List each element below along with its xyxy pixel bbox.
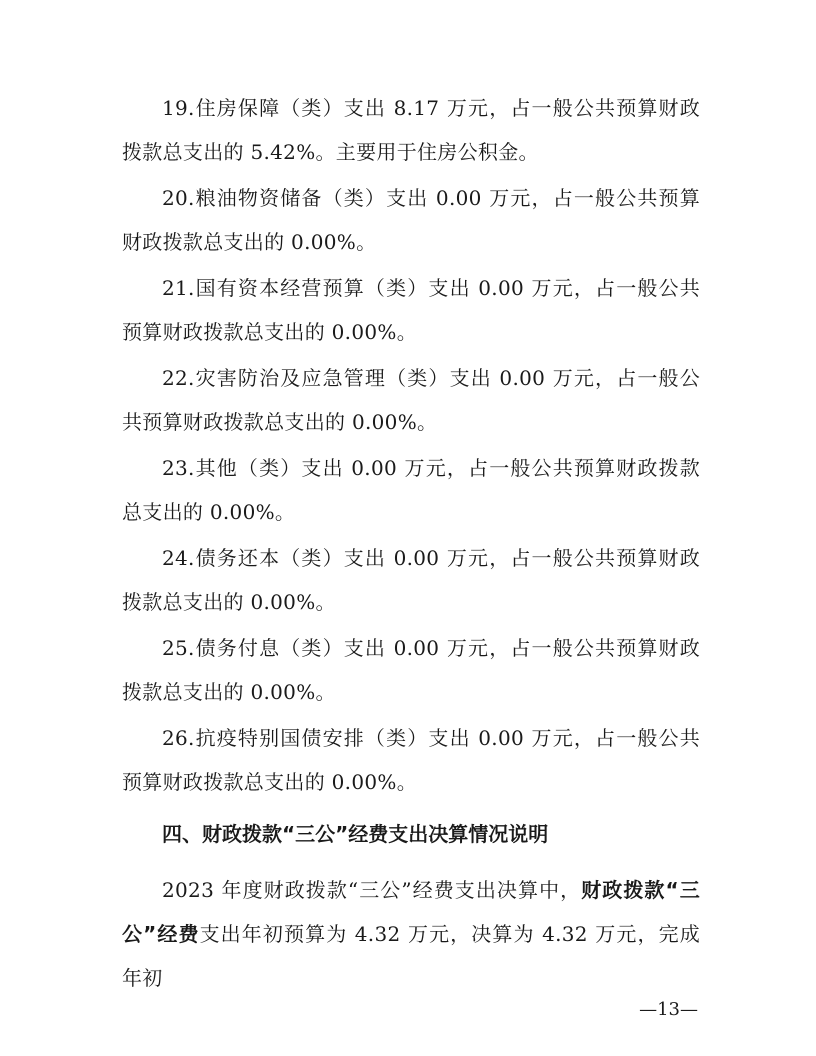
paragraph-20: 20.粮油物资储备（类）支出 0.00 万元，占一般公共预算财政拨款总支出的 0.00%。 <box>122 186 700 254</box>
paragraph-24: 24.债务还本（类）支出 0.00 万元，占一般公共预算财政拨款总支出的 0.00%。 <box>122 546 700 614</box>
final-paragraph <box>122 868 700 1000</box>
final-paragraph-part1: 2023 年度财政拨款“三公”经费支出决算中， <box>162 878 582 902</box>
paragraph-26: 26.抗疫特别国债安排（类）支出 0.00 万元，占一般公共预算财政拨款总支出的 0.00%。 <box>122 726 700 794</box>
page-number: —13— <box>639 999 698 1020</box>
final-paragraph-part2: 支出年初预算为 4.32 万元，决算为 4.32 万元，完成年初 <box>122 922 700 990</box>
paragraph-22: 22.灾害防治及应急管理（类）支出 0.00 万元，占一般公共预算财政拨款总支出的 0.00%。 <box>122 366 700 434</box>
paragraph-25: 25.债务付息（类）支出 0.00 万元，占一般公共预算财政拨款总支出的 0.00%。 <box>122 636 700 704</box>
paragraph-21: 21.国有资本经营预算（类）支出 0.00 万元，占一般公共预算财政拨款总支出的 0.00%。 <box>122 276 700 344</box>
final-paragraph-bold: 财政拨款“三公”经费 <box>122 878 700 946</box>
paragraph-23: 23.其他（类）支出 0.00 万元，占一般公共预算财政拨款总支出的 0.00%。 <box>122 456 700 524</box>
section-heading: 四、财政拨款“三公”经费支出决算情况说明 <box>162 822 549 846</box>
paragraph-19: 19.住房保障（类）支出 8.17 万元，占一般公共预算财政拨款总支出的 5.42%。主要用于住房公积金。 <box>122 96 700 164</box>
